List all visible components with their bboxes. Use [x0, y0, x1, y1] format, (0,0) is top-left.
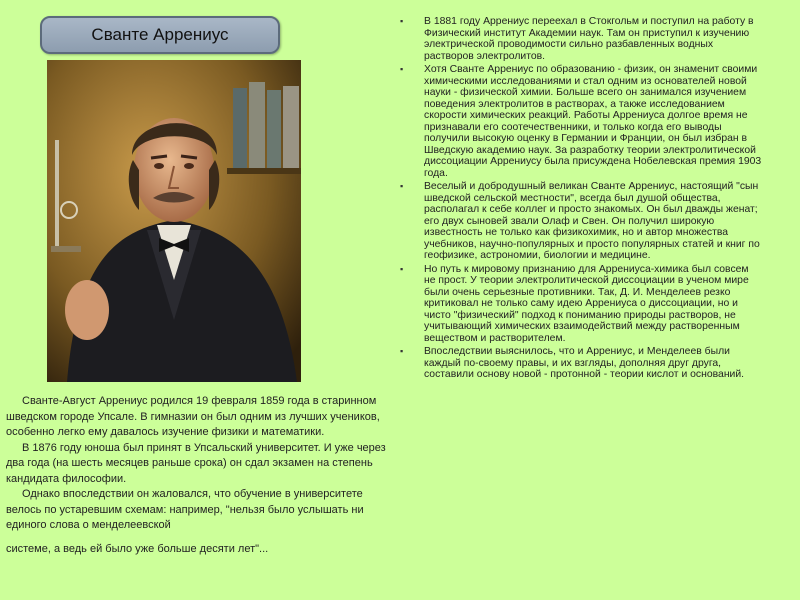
bullet-icon: ▪	[400, 181, 404, 191]
list-item-text: В 1881 году Аррениус переехал в Стокгольм и поступил на работу в Физический институт Академии наук. Там он приступил к изучению электрической проводимости сильно разбавленных водных растворов электролитов.	[424, 16, 754, 62]
biography-right	[398, 16, 762, 383]
bullet-list	[398, 16, 762, 381]
list-item-text: Хотя Сванте Аррениус по образованию - физик, он знаменит своими химическими исследованиями и стал одним из основателей новой науки - физической химии. Больше всего он занимался изучением поведения электролитов в растворах, а также исследованием скорости химических реакций. Работы Аррениуса долгое время не признавали его соотечественники, и только когда его выводы получили высокую оценку в Германии и Франции, он был избран в Шведскую академию наук. За разработку теории электролитической диссоциации Аррениусу была присуждена Нобелевская премия 1903 года.	[424, 64, 762, 179]
bullet-icon: ▪	[400, 64, 404, 74]
left-paragraph-4: системе, а ведь ей было уже больше десяти лет"...	[6, 542, 269, 555]
biography-left	[6, 394, 392, 557]
list-item-text: Но путь к мировому признанию для Аррениуса-химика был совсем не прост. У теории электролитической диссоциации в ученом мире были очень серьезные противники. Так, Д. И. Менделеев резко критиковал не только саму идею Аррениуса о диссоциации, но и чисто "физический" подход к пониманию природы растворов, не учитывающий химических взаимодействий между растворенным веществом и растворителем.	[424, 263, 749, 344]
list-item-text: Впоследствии выяснилось, что и Аррениус, и Менделеев были каждый по-своему правы, и их взгляды, дополняя друг друга, составили основу новой - протонной - теории кислот и оснований.	[424, 346, 745, 380]
bullet-icon: ▪	[400, 346, 404, 356]
list-item	[398, 346, 762, 381]
bullet-icon: ▪	[400, 263, 404, 274]
left-paragraph-2: В 1876 году юноша был принят в Упсальский университет. И уже через два года (на шесть месяцев раньше срока) он сдал экзамен на степень кандидата философии.	[6, 441, 386, 485]
list-item	[398, 64, 762, 179]
list-item	[398, 181, 762, 262]
left-paragraph-1: Сванте-Август Аррениус родился 19 февраля 1859 года в старинном шведском городе Упсале. В гимназии он был одним из лучших учеников, особенно легко ему давалось изучение физики и математики.	[6, 395, 380, 438]
title-box	[40, 16, 280, 54]
bullet-icon: ▪	[400, 16, 404, 26]
left-paragraph-3: Однако впоследствии он жаловался, что обучение в университете велось по устаревшим схемам: например, "нельзя было услышать ни единого слова о менделеевской	[6, 488, 364, 531]
portrait-image	[47, 60, 301, 382]
page-title: Сванте Аррениус	[91, 25, 229, 44]
portrait-painting	[47, 60, 301, 382]
list-item	[398, 16, 762, 62]
list-item	[398, 264, 762, 345]
list-item-text: Веселый и добродушный великан Сванте Аррениус, настоящий "сын шведской сельской местности", всегда был душой общества, располагал к себе коллег и просто знакомых. Он был дважды женат; его двух сыновей звали Олаф и Свен. Он получил широкую известность не только как физикохимик, но и автор множества учебников, научно-популярных и просто популярных статей и книг по геофизике, астрономии, биологии и медицине.	[424, 181, 760, 261]
